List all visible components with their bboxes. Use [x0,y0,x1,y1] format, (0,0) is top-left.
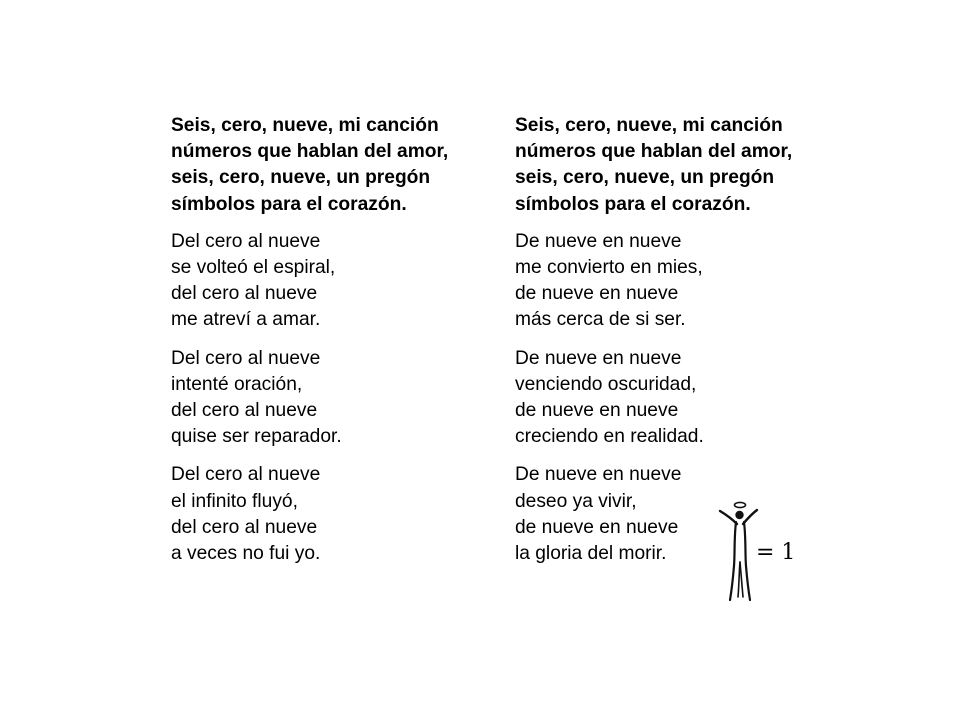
verse-line: se volteó el espiral, [171,257,336,279]
verse-line: Del cero al nueve [171,464,321,486]
verse-line: De nueve en nueve [515,230,682,252]
verse-line: de nueve en nueve [515,400,679,422]
verse-line: de nueve en nueve [515,516,679,538]
chorus-line: números que hablan del amor, [171,141,449,163]
stanza [515,229,815,334]
verse-line: más cerca de si ser. [515,309,686,331]
verse-line: del cero al nueve [171,283,318,305]
chorus-line: Seis, cero, nueve, mi canción [171,115,439,136]
verse-line: quise ser reparador. [171,426,342,448]
verse-line: creciendo en realidad. [515,426,704,448]
stanza [171,346,471,451]
verse-line: Del cero al nueve [171,230,321,252]
verse-line: del cero al nueve [171,400,318,422]
equation-equals-one: = 1 [756,540,796,565]
stanza [171,462,471,567]
chorus-line: símbolos para el corazón. [171,193,407,215]
lyrics-column-right [515,113,815,579]
chorus-line: seis, cero, nueve, un pregón [171,167,431,189]
verse-line: Del cero al nueve [171,347,321,369]
lyrics-column-left [171,113,471,579]
verse-line: intenté oración, [171,373,303,395]
chorus-line: símbolos para el corazón. [515,193,751,215]
verse-line: De nueve en nueve [515,464,682,486]
stanza [515,346,815,451]
verse-line: del cero al nueve [171,516,318,538]
verse-line: a veces no fui yo. [171,543,321,565]
verse-line: la gloria del morir. [515,543,667,565]
verse-line: el infinito fluyó, [171,490,298,512]
chorus-line: Seis, cero, nueve, mi canción [515,115,783,136]
verse-line: De nueve en nueve [515,347,682,369]
chorus [171,113,471,218]
verse-line: deseo ya vivir, [515,490,637,512]
verse-line: de nueve en nueve [515,283,679,305]
chorus-line: números que hablan del amor, [515,141,793,163]
stanza [171,229,471,334]
verse-line: me atreví a amar. [171,309,321,331]
chorus [515,113,815,218]
verse-line: venciendo oscuridad, [515,373,697,395]
chorus-line: seis, cero, nueve, un pregón [515,167,775,189]
verse-line: me convierto en mies, [515,257,703,279]
